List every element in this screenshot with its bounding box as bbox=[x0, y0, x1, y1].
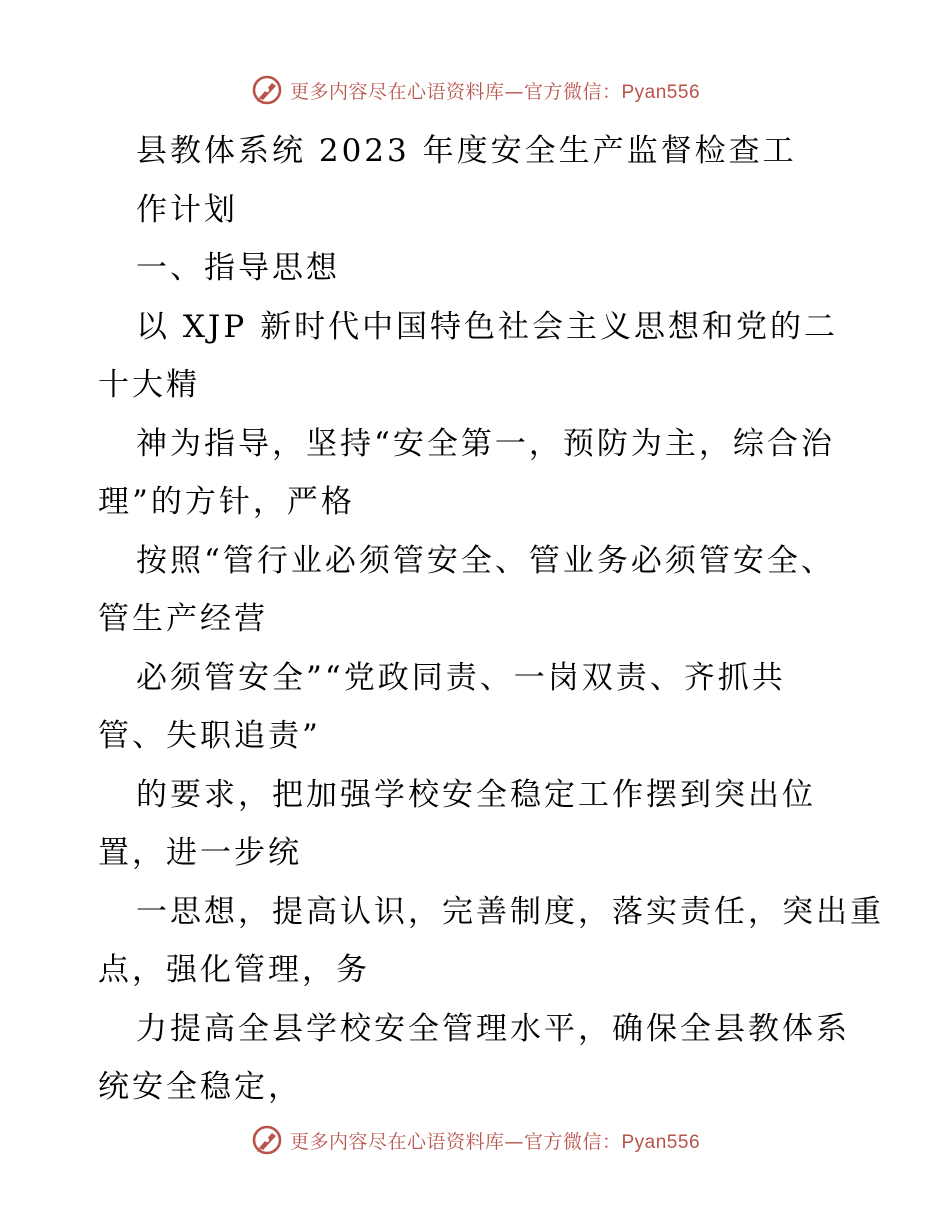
paragraph-line: 一思想，提高认识，完善制度，落实责任，突出重 bbox=[136, 893, 884, 930]
paragraph-line: 管生产经营 bbox=[98, 601, 268, 637]
paragraph-line: 十大精 bbox=[98, 367, 200, 403]
document-body bbox=[98, 122, 884, 1117]
paragraph-line: 统安全稳定， bbox=[98, 1069, 302, 1105]
footer-watermark bbox=[0, 1122, 950, 1158]
paragraph-line: 置，进一步统 bbox=[98, 835, 302, 871]
watermark-text: 更多内容尽在心语资料库—官方微信：Pyan556 bbox=[289, 80, 701, 103]
section-heading: 一、指导思想 bbox=[136, 250, 340, 286]
paragraph-line: 必须管安全”“党政同责、一岗双责、齐抓共 bbox=[136, 659, 786, 696]
watermark-text: 更多内容尽在心语资料库—官方微信：Pyan556 bbox=[289, 1130, 701, 1153]
paragraph-line: 按照“管行业必须管安全、管业务必须管安全、 bbox=[136, 542, 835, 579]
title-line-2: 作计划 bbox=[136, 191, 238, 228]
paragraph-line: 力提高全县学校安全管理水平，确保全县教体系 bbox=[136, 1010, 850, 1047]
paragraph-line: 的要求，把加强学校安全稳定工作摆到突出位 bbox=[136, 776, 816, 813]
header-watermark bbox=[0, 72, 950, 108]
paragraph-line: 以 XJP 新时代中国特色社会主义思想和党的二 bbox=[136, 308, 839, 345]
pen-circle-logo-icon bbox=[250, 73, 284, 107]
paragraph-line: 理”的方针，严格 bbox=[98, 484, 355, 520]
title-line-1: 县教体系统 2023 年度安全生产监督检查工 bbox=[136, 133, 797, 169]
paragraph-line: 管、失职追责” bbox=[98, 718, 321, 754]
pen-circle-logo-icon bbox=[250, 1123, 284, 1157]
paragraph-line: 神为指导，坚持“安全第一，预防为主，综合治 bbox=[136, 425, 835, 462]
paragraph-line: 点，强化管理，务 bbox=[98, 952, 370, 988]
